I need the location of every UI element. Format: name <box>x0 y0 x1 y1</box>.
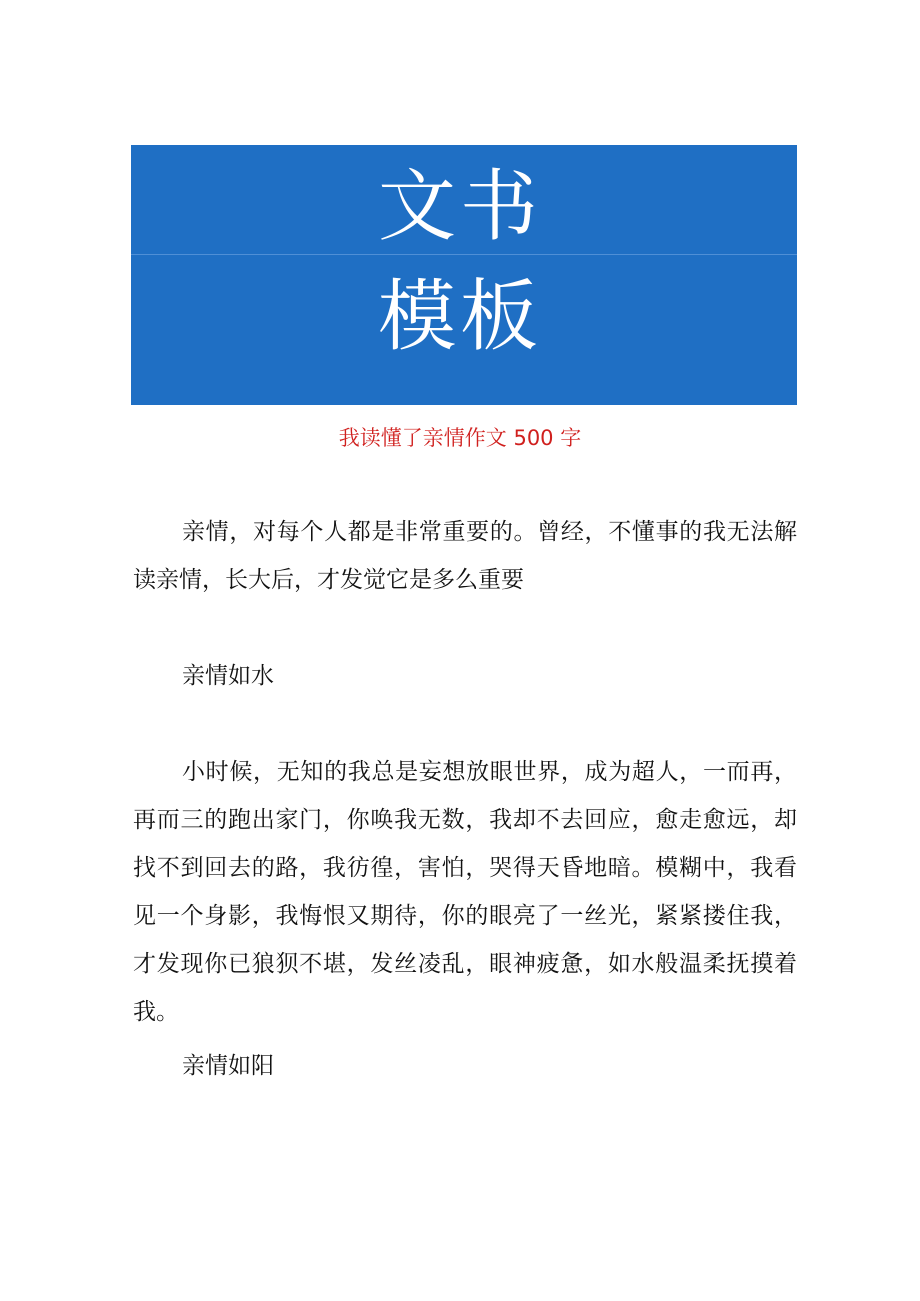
paragraph-intro: 亲情，对每个人都是非常重要的。曾经，不懂事的我无法解读亲情，长大后，才发觉它是多么重要 <box>133 519 797 593</box>
banner-title-line1: 文书 <box>377 162 542 252</box>
banner-divider <box>131 254 797 255</box>
section-heading-water: 亲情如水 <box>182 663 274 689</box>
banner-title-line2: 模板 <box>377 272 542 362</box>
paragraph-childhood: 小时候，无知的我总是妄想放眼世界，成为超人，一而再，再而三的跑出家门，你唤我无数，我却不去回应，愈走愈远，却找不到回去的路，我彷徨，害怕，哭得天昏地暗。模糊中，我看见一个身影，我悔恨又期待，你的眼亮了一丝光，紧紧搂住我，才发现你已狼狈不堪，发丝凌乱，眼神疲惫，如水般温柔抚摸着我。 <box>133 759 797 1025</box>
section-heading-sun: 亲情如阳 <box>182 1053 274 1079</box>
document-subtitle: 我读懂了亲情作文 500 字 <box>338 426 582 450</box>
